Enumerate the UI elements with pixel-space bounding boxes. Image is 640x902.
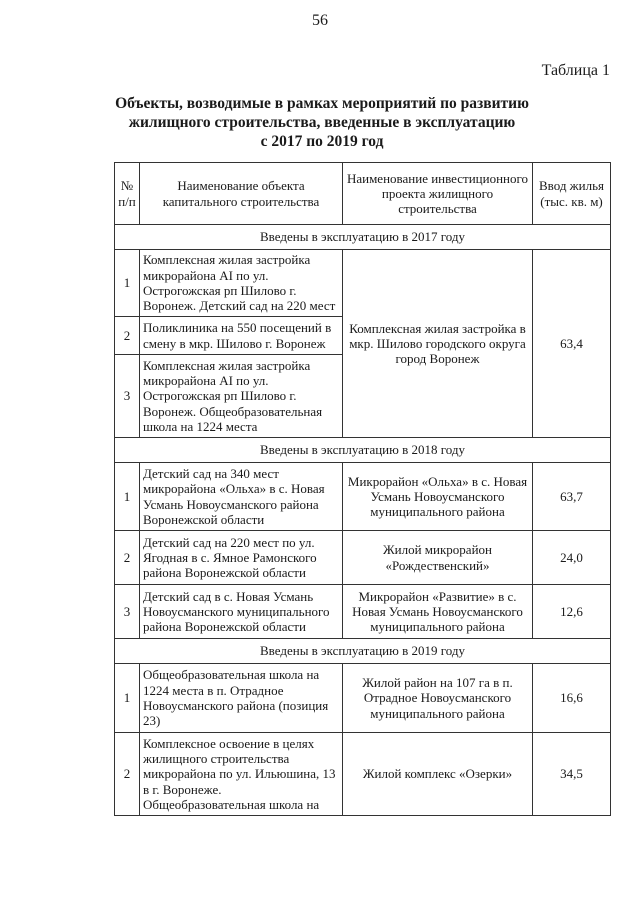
section-title: Введены в эксплуатацию в 2019 году (115, 639, 611, 664)
section-title: Введены в эксплуатацию в 2017 году (115, 225, 611, 250)
row-object: Общеобразовательная школа на 1224 места в п. Отрадное Новоусманского района (позиция 23) (140, 664, 343, 733)
row-object: Комплексное освоение в целях жилищного строительства микрорайона по ул. Ильюшина, 13 в г. Воронеже. Общеобразовательная школа на (140, 733, 343, 816)
row-value: 24,0 (533, 531, 611, 585)
row-object: Комплексная жилая застройка микрорайона АI по ул. Острогожская рп Шилово г. Воронеж. Общеобразовательная школа на 1224 места (140, 355, 343, 438)
row-project: Жилой район на 107 га в п. Отрадное Новоусманского муниципального района (343, 664, 533, 733)
header-object: Наименование объекта капитального строительства (140, 163, 343, 225)
row-object: Детский сад в с. Новая Усмань Новоусманского муниципального района Воронежской области (140, 585, 343, 639)
table-row (115, 531, 611, 585)
row-num: 1 (115, 664, 140, 733)
section-row (115, 438, 611, 463)
row-project: Жилой комплекс «Озерки» (343, 733, 533, 816)
row-num: 1 (115, 250, 140, 317)
row-project: Жилой микрорайон «Рождественский» (343, 531, 533, 585)
header-project: Наименование инвестиционного проекта жилищного строительства (343, 163, 533, 225)
section-row (115, 225, 611, 250)
table-row (115, 250, 611, 317)
row-object: Детский сад на 220 мест по ул. Ягодная в с. Ямное Рамонского района Воронежской области (140, 531, 343, 585)
row-project: Микрорайон «Развитие» в с. Новая Усмань Новоусманского муниципального района (343, 585, 533, 639)
table-row (115, 585, 611, 639)
document-title (112, 94, 532, 151)
table-header-row (115, 163, 611, 225)
table-row (115, 463, 611, 531)
section-row (115, 639, 611, 664)
row-project: Микрорайон «Ольха» в с. Новая Усмань Новоусманского муниципального района (343, 463, 533, 531)
row-project: Комплексная жилая застройка в мкр. Шилово городского округа город Воронеж (343, 250, 533, 438)
page-number: 56 (312, 12, 328, 29)
row-num: 3 (115, 355, 140, 438)
objects-table (114, 162, 611, 816)
row-num: 2 (115, 531, 140, 585)
row-object: Комплексная жилая застройка микрорайона АI по ул. Острогожская рп Шилово г. Воронеж. Детский сад на 220 мест (140, 250, 343, 317)
row-value: 63,4 (533, 250, 611, 438)
document-title-line: с 2017 по 2019 год (260, 133, 384, 150)
header-num: № п/п (115, 163, 140, 225)
row-num: 1 (115, 463, 140, 531)
row-num: 2 (115, 733, 140, 816)
row-object: Детский сад на 340 мест микрорайона «Ольха» в с. Новая Усмань Новоусманского района Воронежской области (140, 463, 343, 531)
row-num: 2 (115, 317, 140, 355)
row-value: 63,7 (533, 463, 611, 531)
table-row (115, 664, 611, 733)
row-value: 16,6 (533, 664, 611, 733)
row-value: 34,5 (533, 733, 611, 816)
row-object: Поликлиника на 550 посещений в смену в мкр. Шилово г. Воронеж (140, 317, 343, 355)
row-num: 3 (115, 585, 140, 639)
header-value: Ввод жилья (тыс. кв. м) (533, 163, 611, 225)
table-row (115, 733, 611, 816)
document-title-line: жилищного строительства, введенные в эксплуатацию (128, 114, 516, 131)
document-title-line: Объекты, возводимые в рамках мероприятий по развитию (115, 95, 529, 112)
row-value: 12,6 (533, 585, 611, 639)
section-title: Введены в эксплуатацию в 2018 году (115, 438, 611, 463)
table-caption: Таблица 1 (541, 62, 610, 79)
